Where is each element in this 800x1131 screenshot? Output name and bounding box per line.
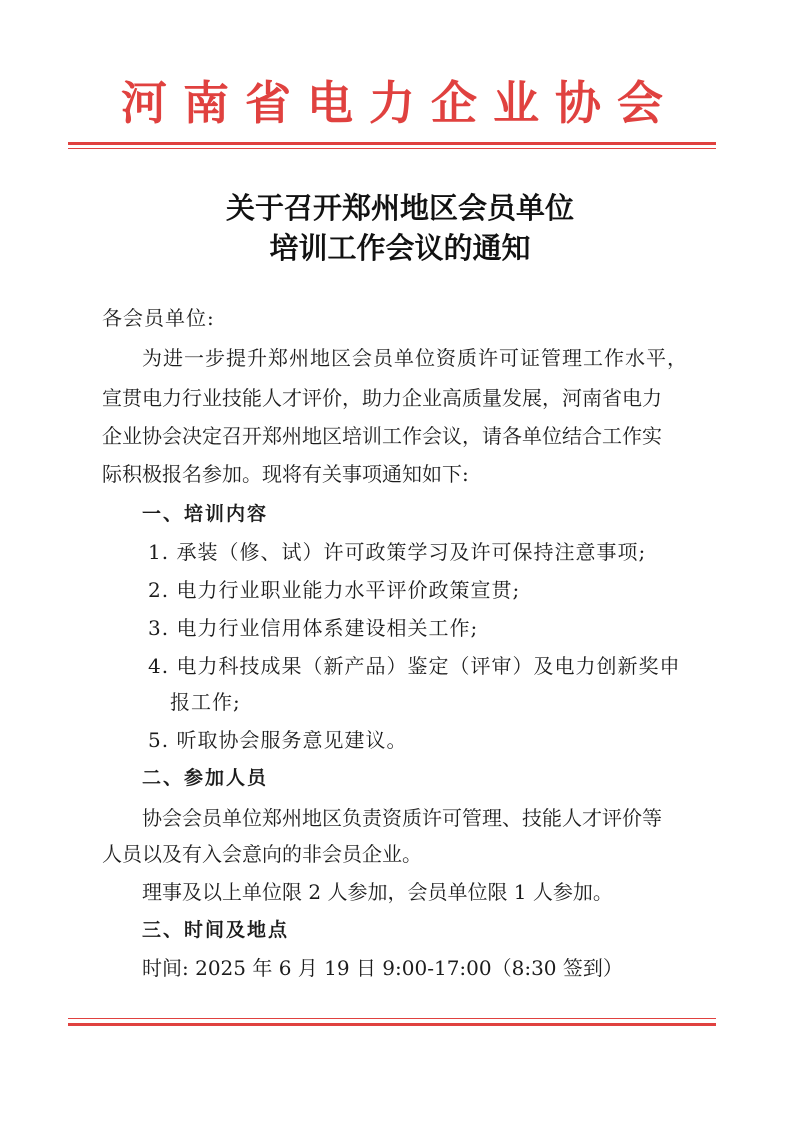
section2-line: 理事及以上单位限 2 人参加，会员单位限 1 人参加。	[142, 880, 613, 904]
doc-title-line2: 培训工作会议的通知	[269, 231, 531, 265]
footer-rule-thin	[68, 1018, 716, 1019]
section3-heading: 三、时间及地点	[142, 919, 290, 941]
section1-item: 3. 电力行业信用体系建设相关工作;	[148, 616, 479, 640]
footer-rule-thick	[68, 1023, 716, 1026]
section1-item: 4. 电力科技成果（新产品）鉴定（评审）及电力创新奖申	[148, 654, 681, 678]
section2-heading: 二、参加人员	[142, 767, 269, 789]
intro-line: 际积极报名参加。现将有关事项通知如下:	[102, 462, 469, 486]
section1-item-continued: 报工作;	[170, 690, 241, 714]
section2-line: 人员以及有入会意向的非会员企业。	[102, 842, 422, 866]
letterhead-rule-thick	[68, 142, 716, 145]
section1-item: 5. 听取协会服务意见建议。	[148, 728, 408, 752]
intro-line: 企业协会决定召开郑州地区培训工作会议，请各单位结合工作实	[102, 424, 662, 448]
doc-title-line1: 关于召开郑州地区会员单位	[225, 191, 574, 225]
intro-line: 为进一步提升郑州地区会员单位资质许可证管理工作水平，	[142, 346, 688, 370]
section1-item: 2. 电力行业职业能力水平评价政策宣贯;	[148, 578, 521, 602]
letterhead-org-name: 河南省电力企业协会	[121, 76, 679, 130]
section1-heading: 一、培训内容	[142, 503, 269, 525]
section2-line: 协会会员单位郑州地区负责资质许可管理、技能人才评价等	[142, 806, 662, 830]
salutation: 各会员单位:	[102, 306, 215, 330]
section3-time: 时间: 2025 年 6 月 19 日 9:00-17:00（8:30 签到）	[142, 956, 623, 980]
letterhead-rule-thin	[68, 148, 716, 149]
intro-line: 宣贯电力行业技能人才评价，助力企业高质量发展，河南省电力	[102, 386, 662, 410]
section1-item: 1. 承装（修、试）许可政策学习及许可保持注意事项;	[148, 540, 647, 564]
